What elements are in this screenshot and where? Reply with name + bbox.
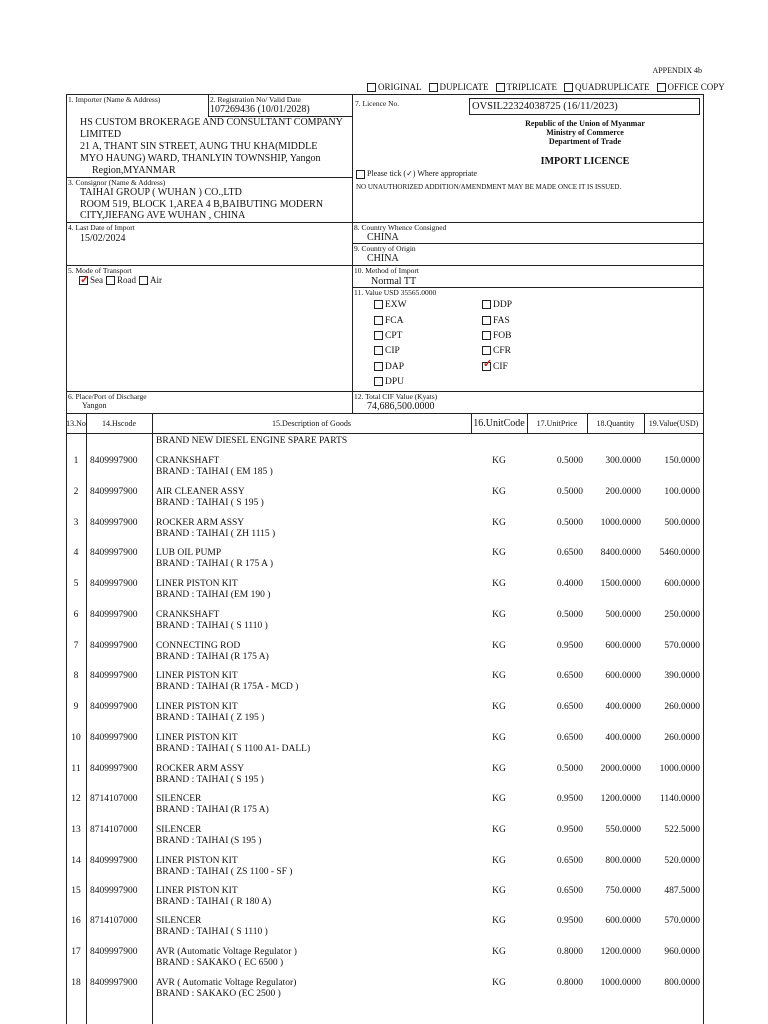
cell-price: 0.9500 xyxy=(556,641,583,651)
importer-line-5: Region,MYANMAR xyxy=(92,165,176,176)
cell-no: 18 xyxy=(71,978,81,988)
cell-price: 0.9500 xyxy=(556,916,583,926)
cell-unit: KG xyxy=(492,641,506,651)
cell-brand: BRAND : TAIHAI ( R 180 A) xyxy=(156,897,272,907)
table-row xyxy=(66,606,704,637)
importer-line-1: HS CUSTOM BROKERAGE AND CONSULTANT COMPANY xyxy=(80,117,343,128)
cell-price: 0.5000 xyxy=(556,456,583,466)
th-description: 15.Description of Goods xyxy=(272,419,351,428)
cell-hscode: 8409997900 xyxy=(90,978,138,988)
cell-unit: KG xyxy=(492,548,506,558)
incoterm-cfr-checkbox[interactable] xyxy=(482,346,491,355)
form-center-divider xyxy=(352,94,353,414)
incoterm-fas-checkbox[interactable] xyxy=(482,316,491,325)
cell-unit: KG xyxy=(492,487,506,497)
consignor-line-1: TAIHAI GROUP ( WUHAN ) CO.,LTD xyxy=(80,187,242,198)
value-usd-label: 11. Value USD 35565.0000 xyxy=(354,288,437,297)
country-origin-value: CHINA xyxy=(367,253,399,264)
cell-no: 13 xyxy=(71,825,81,835)
incoterm-cip xyxy=(374,346,400,357)
cell-value: 600.0000 xyxy=(664,579,700,589)
cell-no: 2 xyxy=(73,487,79,497)
transport-road-checkbox[interactable] xyxy=(106,276,115,285)
incoterm-cpt-label: CPT xyxy=(385,331,403,341)
importer-line-4: MYO HAUNG) WARD, THANLYIN TOWNSHIP, Yangon xyxy=(80,153,321,164)
import-method-label: 10. Method of Import xyxy=(354,266,419,275)
cell-item: LUB OIL PUMP xyxy=(156,548,222,558)
incoterm-cpt xyxy=(374,331,402,342)
cell-value: 260.0000 xyxy=(664,733,700,743)
cell-unit: KG xyxy=(492,978,506,988)
table-row xyxy=(66,575,704,606)
authority-line-1: Republic of the Union of Myanmar xyxy=(525,119,645,128)
cell-brand: BRAND : TAIHAI (EM 190 ) xyxy=(156,590,271,600)
incoterm-fca-label: FCA xyxy=(385,316,404,326)
incoterm-ddp-label: DDP xyxy=(493,300,513,310)
cell-quantity: 600.0000 xyxy=(605,916,641,926)
table-row xyxy=(66,544,704,575)
cell-quantity: 600.0000 xyxy=(605,641,641,651)
cell-no: 8 xyxy=(73,671,79,681)
cell-value: 500.0000 xyxy=(664,518,700,528)
cif-total-value: 74,686,500.0000 xyxy=(367,401,435,412)
registration-label: 2. Registration No/ Valid Date xyxy=(210,95,301,104)
tick-note-row xyxy=(356,169,477,179)
cell-unit: KG xyxy=(492,579,506,589)
cell-value: 100.0000 xyxy=(664,487,700,497)
cell-description xyxy=(156,794,269,816)
cell-no: 14 xyxy=(71,856,81,866)
incoterm-fob-label: FOB xyxy=(493,331,512,341)
copy-office-checkbox[interactable] xyxy=(657,83,666,92)
cell-hscode: 8409997900 xyxy=(90,456,138,466)
cell-price: 0.6500 xyxy=(556,733,583,743)
table-row xyxy=(66,514,704,545)
importer-registration-divider xyxy=(208,94,209,116)
th-hscode: 14.Hscode xyxy=(102,419,136,428)
transport-sea-label: Sea xyxy=(90,275,103,285)
incoterm-fob-checkbox[interactable] xyxy=(482,331,491,340)
appendix-label: APPENDIX 4b xyxy=(652,66,702,75)
incoterm-exw-label: EXW xyxy=(385,300,407,310)
incoterm-cip-label: CIP xyxy=(385,346,400,356)
last-date-label: 4. Last Date of Import xyxy=(68,223,135,232)
cell-quantity: 300.0000 xyxy=(605,456,641,466)
copy-original-checkbox[interactable] xyxy=(367,83,376,92)
cell-value: 1140.0000 xyxy=(659,794,700,804)
copy-duplicate-label: DUPLICATE xyxy=(439,82,489,93)
cell-no: 15 xyxy=(71,886,81,896)
cell-description xyxy=(156,916,268,938)
cell-value: 150.0000 xyxy=(664,456,700,466)
discharge-bottom-line xyxy=(66,413,704,414)
cell-description xyxy=(156,610,268,632)
table-row xyxy=(66,912,704,943)
incoterm-ddp xyxy=(482,300,512,311)
cell-brand: BRAND : TAIHAI ( R 175 A ) xyxy=(156,559,274,569)
cell-brand: BRAND : TAIHAI ( ZS 1100 - SF ) xyxy=(156,867,293,877)
cell-quantity: 2000.0000 xyxy=(600,764,641,774)
registration-value: 107269436 (10/01/2028) xyxy=(210,104,310,115)
transport-options xyxy=(79,275,165,285)
th-no: 13.No xyxy=(66,419,86,428)
transport-air-label: Air xyxy=(150,275,162,285)
cell-quantity: 1200.0000 xyxy=(600,794,641,804)
cell-item: SILENCER xyxy=(156,916,202,926)
copy-original-label: ORIGINAL xyxy=(378,82,422,93)
cell-value: 960.0000 xyxy=(664,947,700,957)
incoterm-dpu-checkbox[interactable] xyxy=(374,377,383,386)
transport-road-label: Road xyxy=(117,275,136,285)
document-title: IMPORT LICENCE xyxy=(540,156,630,167)
tick-note-checkbox[interactable] xyxy=(356,170,365,179)
cell-description xyxy=(156,733,310,755)
country-consigned-value: CHINA xyxy=(367,232,399,243)
cell-quantity: 550.0000 xyxy=(605,825,641,835)
cell-description xyxy=(156,548,273,570)
incoterm-cfr-label: CFR xyxy=(493,346,511,356)
table-row xyxy=(66,729,704,760)
cell-item: AVR (Automatic Voltage Regulator ) xyxy=(156,947,297,957)
cif-total-label: 12. Total CIF Value (Kyats) xyxy=(354,392,438,401)
cell-brand: BRAND : TAIHAI (R 175 A) xyxy=(156,652,269,662)
transport-label: 5. Mode of Transport xyxy=(68,266,132,275)
cell-hscode: 8409997900 xyxy=(90,671,138,681)
cell-no: 17 xyxy=(71,947,81,957)
cell-item: LINER PISTON KIT xyxy=(156,671,238,681)
cell-quantity: 1200.0000 xyxy=(600,947,641,957)
cell-value: 260.0000 xyxy=(664,702,700,712)
cell-quantity: 750.0000 xyxy=(605,886,641,896)
import-method-value: Normal TT xyxy=(371,276,417,287)
table-row xyxy=(66,821,704,852)
cell-description xyxy=(156,579,270,601)
cell-item: LINER PISTON KIT xyxy=(156,733,238,743)
cell-brand: BRAND : TAIHAI (R 175A - MCD ) xyxy=(156,682,299,692)
discharge-value: Yangon xyxy=(82,401,107,410)
cell-unit: KG xyxy=(492,886,506,896)
cell-hscode: 8409997900 xyxy=(90,947,138,957)
importer-label: 1. Importer (Name & Address) xyxy=(68,95,161,104)
cell-hscode: 8409997900 xyxy=(90,886,138,896)
cell-hscode: 8409997900 xyxy=(90,518,138,528)
incoterm-cpt-checkbox[interactable] xyxy=(374,331,383,340)
cell-brand: BRAND : TAIHAI (R 175 A) xyxy=(156,805,269,815)
cell-price: 0.6500 xyxy=(556,886,583,896)
cell-hscode: 8714107000 xyxy=(90,825,138,835)
cell-quantity: 8400.0000 xyxy=(600,548,641,558)
cell-description xyxy=(156,641,269,663)
cell-price: 0.6500 xyxy=(556,856,583,866)
discharge-label: 6. Place/Port of Discharge xyxy=(68,392,147,401)
cell-no: 12 xyxy=(71,794,81,804)
table-row xyxy=(66,698,704,729)
cell-item: AIR CLEANER ASSY xyxy=(156,487,245,497)
table-row xyxy=(66,882,704,913)
cell-item: CRANKSHAFT xyxy=(156,456,220,466)
consignor-line-3: CITY,JIEFANG AVE WUHAN , CHINA xyxy=(80,210,246,221)
cell-value: 522.5000 xyxy=(664,825,700,835)
cell-unit: KG xyxy=(492,702,506,712)
tick-note-text: Please tick (✓) Where appropriate xyxy=(367,169,478,178)
cell-description xyxy=(156,825,261,847)
cell-item: ROCKER ARM ASSY xyxy=(156,764,245,774)
cell-quantity: 1000.0000 xyxy=(600,978,641,988)
cell-unit: KG xyxy=(492,610,506,620)
cell-brand: BRAND : TAIHAI (S 195 ) xyxy=(156,836,262,846)
incoterm-fas-label: FAS xyxy=(493,316,510,326)
table-row xyxy=(66,852,704,883)
cell-quantity: 600.0000 xyxy=(605,671,641,681)
cell-item: LINER PISTON KIT xyxy=(156,886,238,896)
cell-no: 9 xyxy=(73,702,79,712)
licence-number: OVSIL22324038725 (16/11/2023) xyxy=(472,101,618,112)
incoterm-dpu xyxy=(374,377,404,388)
cell-price: 0.8000 xyxy=(556,947,583,957)
th-unitprice: 17.UnitPrice xyxy=(536,419,578,428)
cell-quantity: 200.0000 xyxy=(605,487,641,497)
cell-item: ROCKER ARM ASSY xyxy=(156,518,245,528)
cell-no: 11 xyxy=(71,764,81,774)
cell-hscode: 8409997900 xyxy=(90,856,138,866)
cell-brand: BRAND : TAIHAI ( S 1100 A1- DALL) xyxy=(156,744,311,754)
incoterm-dap-checkbox[interactable] xyxy=(374,362,383,371)
cell-hscode: 8714107000 xyxy=(90,794,138,804)
copy-office-label: OFFICE COPY xyxy=(667,82,725,93)
cell-hscode: 8409997900 xyxy=(90,641,138,651)
th-value: 19.Value(USD) xyxy=(648,419,699,428)
cell-no: 6 xyxy=(73,610,79,620)
incoterm-dap-label: DAP xyxy=(385,362,405,372)
cell-brand: BRAND : SAKAKO (EC 2500 ) xyxy=(156,989,281,999)
cell-quantity: 400.0000 xyxy=(605,702,641,712)
cell-brand: BRAND : TAIHAI ( S 195 ) xyxy=(156,498,264,508)
importer-line-3: 21 A, THANT SIN STREET, AUNG THU KHA(MIDDLE xyxy=(80,141,318,152)
last-date-value: 15/02/2024 xyxy=(80,233,126,244)
cell-unit: KG xyxy=(492,671,506,681)
transport-sea-checkbox[interactable] xyxy=(79,276,88,285)
cell-price: 0.5000 xyxy=(556,487,583,497)
incoterm-cif-label: CIF xyxy=(493,362,508,372)
copy-triplicate-checkbox[interactable] xyxy=(496,83,505,92)
cell-no: 1 xyxy=(73,456,79,466)
table-row xyxy=(66,452,704,483)
country-origin-label: 9. Country of Origin xyxy=(354,244,416,253)
cell-no: 10 xyxy=(71,733,81,743)
th-unitcode: 16.UnitCode xyxy=(473,418,525,429)
authority-line-2: Ministry of Commerce xyxy=(546,128,624,137)
cell-hscode: 8409997900 xyxy=(90,702,138,712)
incoterm-fca-checkbox[interactable] xyxy=(374,316,383,325)
incoterm-cif xyxy=(482,362,508,373)
table-row xyxy=(66,483,704,514)
cell-item: CONNECTING ROD xyxy=(156,641,241,651)
cell-no: 3 xyxy=(73,518,79,528)
cell-quantity: 800.0000 xyxy=(605,856,641,866)
incoterm-dpu-label: DPU xyxy=(385,377,405,387)
cell-description xyxy=(156,886,271,908)
cell-item: LINER PISTON KIT xyxy=(156,856,238,866)
cell-value: 487.5000 xyxy=(664,886,700,896)
consignor-line-2: ROOM 519, BLOCK 1,AREA 4 B,BAIBUTING MODERN xyxy=(80,199,324,210)
cell-item: SILENCER xyxy=(156,794,202,804)
cell-unit: KG xyxy=(492,947,506,957)
cell-hscode: 8409997900 xyxy=(90,764,138,774)
incoterm-ddp-checkbox[interactable] xyxy=(482,300,491,309)
cell-value: 570.0000 xyxy=(664,641,700,651)
table-row xyxy=(66,760,704,791)
cell-description xyxy=(156,764,264,786)
cell-description xyxy=(156,978,296,1000)
cell-quantity: 500.0000 xyxy=(605,610,641,620)
cell-description xyxy=(156,518,275,540)
cell-brand: BRAND : TAIHAI ( S 195 ) xyxy=(156,775,264,785)
cell-unit: KG xyxy=(492,518,506,528)
cell-value: 250.0000 xyxy=(664,610,700,620)
cell-hscode: 8409997900 xyxy=(90,487,138,497)
cell-no: 7 xyxy=(73,641,79,651)
consignor-label: 3. Consignor (Name & Address) xyxy=(68,178,166,187)
cell-description xyxy=(156,456,273,478)
cell-brand: BRAND : TAIHAI ( ZH 1115 ) xyxy=(156,529,276,539)
cell-value: 570.0000 xyxy=(664,916,700,926)
table-header-bottom-line xyxy=(66,433,704,434)
copy-quadruplicate-label: QUADRUPLICATE xyxy=(575,82,650,93)
cell-description xyxy=(156,856,292,878)
cell-description xyxy=(156,671,298,693)
cell-item: LINER PISTON KIT xyxy=(156,579,238,589)
cell-unit: KG xyxy=(492,825,506,835)
cell-brand: BRAND : TAIHAI ( EM 185 ) xyxy=(156,467,273,477)
incoterm-exw-checkbox[interactable] xyxy=(374,300,383,309)
cell-hscode: 8714107000 xyxy=(90,916,138,926)
table-row xyxy=(66,637,704,668)
cell-unit: KG xyxy=(492,856,506,866)
amendment-warning: NO UNAUTHORIZED ADDITION/AMENDMENT MAY BE MADE ONCE IT IS ISSUED. xyxy=(356,183,622,191)
cell-item: LINER PISTON KIT xyxy=(156,702,238,712)
cell-description xyxy=(156,947,297,969)
cell-quantity: 1000.0000 xyxy=(600,518,641,528)
cell-price: 0.9500 xyxy=(556,825,583,835)
incoterm-fob xyxy=(482,331,511,342)
table-row xyxy=(66,974,704,1005)
cell-unit: KG xyxy=(492,916,506,926)
cell-description xyxy=(156,487,264,509)
cell-price: 0.5000 xyxy=(556,764,583,774)
cell-no: 4 xyxy=(73,548,79,558)
cell-item: AVR ( Automatic Voltage Regulator) xyxy=(156,978,297,988)
cell-price: 0.9500 xyxy=(556,794,583,804)
cell-price: 0.6500 xyxy=(556,548,583,558)
cell-price: 0.8000 xyxy=(556,978,583,988)
th-quantity: 18.Quantity xyxy=(596,419,635,428)
importer-line-2: LIMITED xyxy=(80,129,122,140)
copy-duplicate-checkbox[interactable] xyxy=(429,83,438,92)
table-row xyxy=(66,943,704,974)
cell-quantity: 400.0000 xyxy=(605,733,641,743)
cell-quantity: 1500.0000 xyxy=(600,579,641,589)
cell-brand: BRAND : SAKAKO ( EC 6500 ) xyxy=(156,958,284,968)
cell-brand: BRAND : TAIHAI ( S 1110 ) xyxy=(156,927,268,937)
form-top-border xyxy=(66,94,704,95)
cell-item: CRANKSHAFT xyxy=(156,610,220,620)
cell-value: 1000.0000 xyxy=(659,764,700,774)
cell-price: 0.5000 xyxy=(556,610,583,620)
cell-hscode: 8409997900 xyxy=(90,610,138,620)
cell-no: 5 xyxy=(73,579,79,589)
cell-unit: KG xyxy=(492,794,506,804)
cell-brand: BRAND : TAIHAI ( S 1110 ) xyxy=(156,621,268,631)
cell-unit: KG xyxy=(492,456,506,466)
incoterm-exw xyxy=(374,300,407,311)
cell-unit: KG xyxy=(492,733,506,743)
cell-hscode: 8409997900 xyxy=(90,579,138,589)
cell-price: 0.5000 xyxy=(556,518,583,528)
cell-value: 390.0000 xyxy=(664,671,700,681)
authority-line-3: Department of Trade xyxy=(548,137,622,146)
cell-hscode: 8409997900 xyxy=(90,733,138,743)
cell-price: 0.4000 xyxy=(556,579,583,589)
table-row xyxy=(66,790,704,821)
copy-quadruplicate-checkbox[interactable] xyxy=(564,83,573,92)
table-row xyxy=(66,667,704,698)
cell-price: 0.6500 xyxy=(556,702,583,712)
cell-value: 5460.0000 xyxy=(659,548,700,558)
cell-no: 16 xyxy=(71,916,81,926)
incoterm-fas xyxy=(482,316,510,327)
incoterm-cip-checkbox[interactable] xyxy=(374,346,383,355)
cell-hscode: 8409997900 xyxy=(90,548,138,558)
cell-brand: BRAND : TAIHAI ( Z 195 ) xyxy=(156,713,265,723)
cell-value: 520.0000 xyxy=(664,856,700,866)
licence-label: 7. Licence No. xyxy=(355,99,400,108)
incoterm-cif-checkbox[interactable] xyxy=(482,362,491,371)
cell-value: 800.0000 xyxy=(664,978,700,988)
cell-description xyxy=(156,702,264,724)
copy-triplicate-label: TRIPLICATE xyxy=(506,82,557,93)
cell-price: 0.6500 xyxy=(556,671,583,681)
incoterm-dap xyxy=(374,362,404,373)
goods-group-title: BRAND NEW DIESEL ENGINE SPARE PARTS xyxy=(156,436,348,446)
incoterm-cfr xyxy=(482,346,511,357)
incoterm-fca xyxy=(374,316,403,327)
country-consigned-label: 8. Country Whence Consigned xyxy=(354,223,447,232)
cell-unit: KG xyxy=(492,764,506,774)
cell-item: SILENCER xyxy=(156,825,202,835)
transport-air-checkbox[interactable] xyxy=(139,276,148,285)
